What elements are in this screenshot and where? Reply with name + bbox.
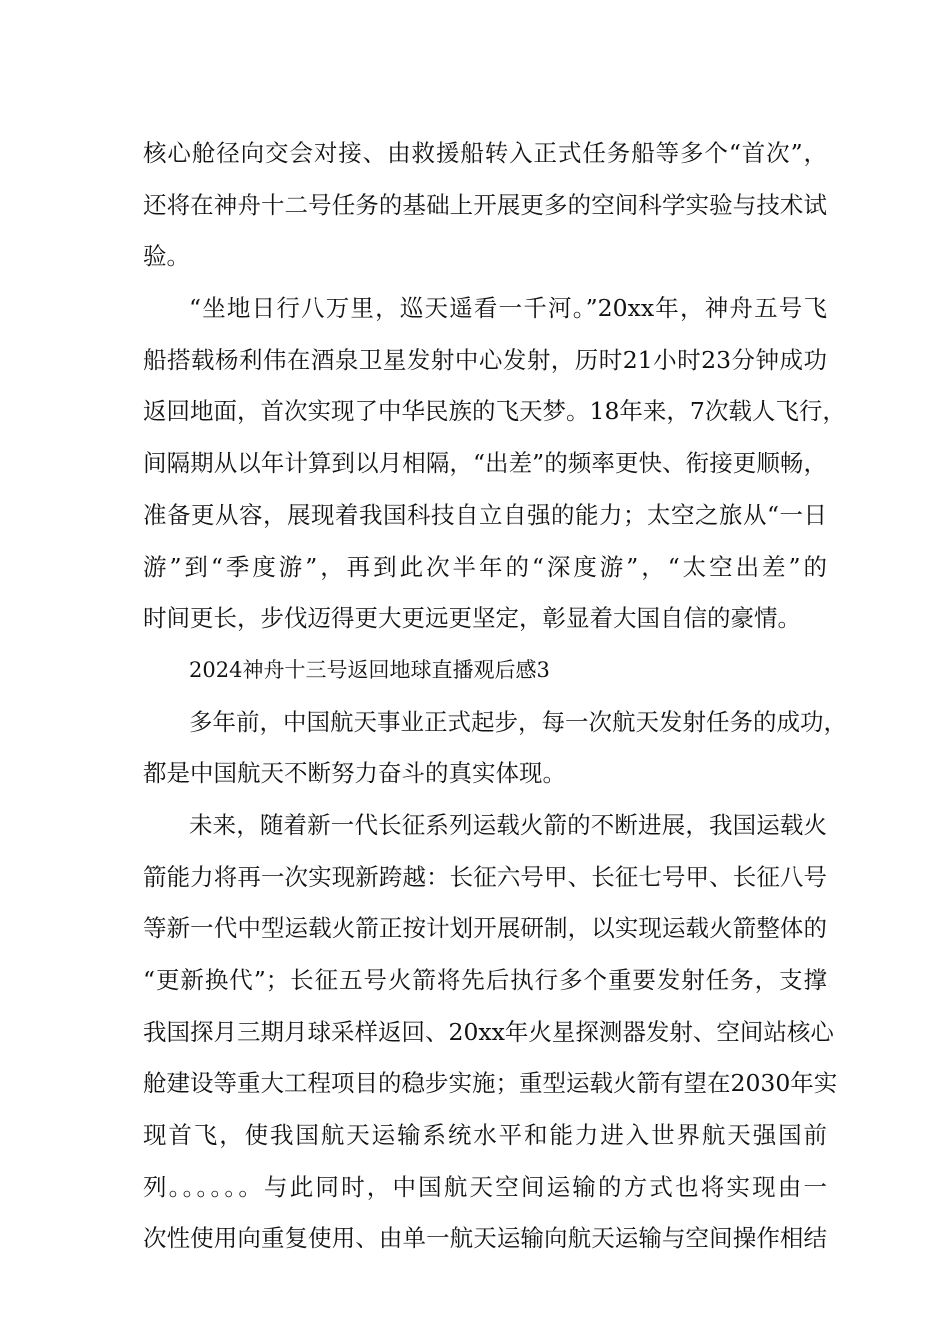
- text-line: 游”到“季度游”，再到此次半年的“深度游”，“太空出差”的: [143, 552, 827, 581]
- text-line: 多年前，中国航天事业正式起步，每一次航天发射任务的成功，: [189, 707, 847, 736]
- text-line: 等新一代中型运载火箭正按计划开展研制，以实现运载火箭整体的: [143, 914, 827, 943]
- text-line: 还将在神舟十二号任务的基础上开展更多的空间科学实验与技术试: [143, 190, 827, 219]
- text-line: 准备更从容，展现着我国科技自立自强的能力；太空之旅从“一日: [143, 500, 827, 529]
- text-line: 返回地面，首次实现了中华民族的飞天梦。18年来，7次载人飞行，: [143, 397, 846, 426]
- document-page: [143, 128, 847, 1265]
- text-line: 次性使用向重复使用、由单一航天运输向航天运输与空间操作相结: [143, 1224, 827, 1253]
- text-line: 时间更长，步伐迈得更大更远更坚定，彰显着大国自信的豪情。: [143, 604, 801, 633]
- text-line: 核心舱径向交会对接、由救援船转入正式任务船等多个“首次”，: [143, 139, 827, 167]
- text-line: 现首飞，使我国航天运输系统水平和能力进入世界航天强国前: [143, 1121, 827, 1150]
- text-line: 验。: [143, 242, 190, 271]
- text-line: 箭能力将再一次实现新跨越：长征六号甲、长征七号甲、长征八号: [143, 862, 827, 891]
- text-line: 舱建设等重大工程项目的稳步实施；重型运载火箭有望在2030年实: [143, 1069, 838, 1098]
- text-line: “更新换代”；长征五号火箭将先后执行多个重要发射任务，支撑: [143, 966, 827, 994]
- text-line: 我国探月三期月球采样返回、20xx年火星探测器发射、空间站核心: [143, 1017, 834, 1046]
- section-heading: 2024神舟十三号返回地球直播观后感3: [189, 657, 550, 682]
- text-line: 都是中国航天不断努力奋斗的真实体现。: [143, 759, 566, 788]
- text-line: 间隔期从以年计算到以月相隔，“出差”的频率更快、衔接更顺畅，: [143, 449, 827, 478]
- text-line: 未来，随着新一代长征系列运载火箭的不断进展，我国运载火: [189, 810, 827, 839]
- text-line: 船搭载杨利伟在酒泉卫星发射中心发射，历时21小时23分钟成功: [143, 345, 827, 374]
- text-line: 列。。。。。。与此同时，中国航天空间运输的方式也将实现由一: [143, 1172, 827, 1201]
- text-line: “坐地日行八万里，巡天遥看一千河。”20xx年，神舟五号飞: [189, 294, 827, 323]
